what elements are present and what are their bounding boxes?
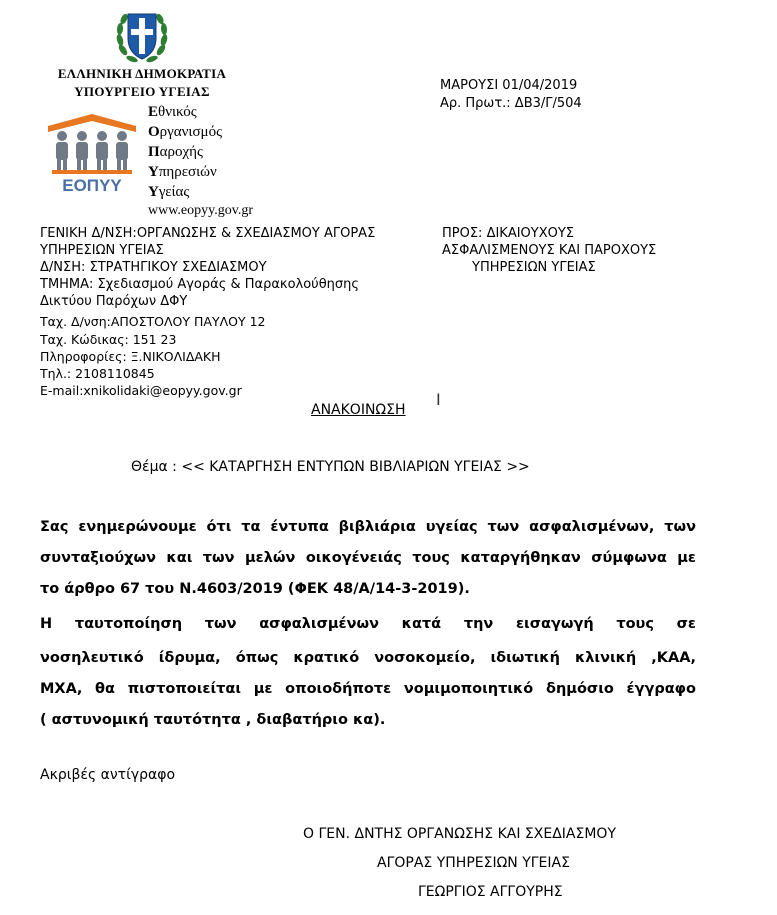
body-line: ( αστυνομική ταυτότητα , διαβατήριο κα). [40, 712, 386, 728]
body-line: ΜΧΑ, θα πιστοποιείται με οποιοδήποτε νομιμοποιητικό δημόσιο έγγραφο [40, 681, 696, 697]
contact-postcode: Ταχ. Κώδικας: 151 23 [40, 332, 177, 347]
body-line: νοσηλευτικό ίδρυμα, όπως κρατικό νοσοκομείο, ιδιωτική κλινική ,ΚΑΑ, [40, 650, 696, 666]
website-link[interactable]: www.eopyy.gov.gr [148, 203, 253, 218]
sender-line: ΓΕΝΙΚΗ Δ/ΝΣΗ:ΟΡΓΑΝΩΣΗΣ & ΣΧΕΔΙΑΣΜΟΥ ΑΓΟΡΑΣ [40, 226, 376, 241]
signature-dept: ΑΓΟΡΑΣ ΥΠΗΡΕΣΙΩΝ ΥΓΕΙΑΣ [377, 855, 570, 871]
recipient-line: ΠΡΟΣ: ΔΙΚΑΙΟΥΧΟΥΣ [442, 226, 575, 241]
body-line: το άρθρο 67 του Ν.4603/2019 (ΦΕΚ 48/Α/14-3-2019). [40, 581, 470, 597]
ministry-title: ΥΠΟΥΡΓΕΙΟ ΥΓΕΙΑΣ [74, 84, 210, 99]
recipient-line: ΥΠΗΡΕΣΙΩΝ ΥΓΕΙΑΣ [472, 260, 596, 275]
sender-line: Δ/ΝΣΗ: ΣΤΡΑΤΗΓΙΚΟΥ ΣΧΕΔΙΑΣΜΟΥ [40, 260, 267, 275]
logo-text: ΕΟΠΥΥ [62, 176, 122, 194]
org-line: Υπηρεσιών [148, 164, 217, 180]
signature-title: Ο ΓΕΝ. ΔΝΤΗΣ ΟΡΓΑΝΩΣΗΣ ΚΑΙ ΣΧΕΔΙΑΣΜΟΥ [303, 826, 616, 842]
contact-address: Ταχ. Δ/νση:ΑΠΟΣΤΟΛΟΥ ΠΑΥΛΟΥ 12 [40, 314, 266, 329]
protocol-number: Αρ. Πρωτ.: ΔΒ3/Γ/504 [440, 96, 582, 111]
sender-line: ΤΜΗΜΑ: Σχεδιασμού Αγοράς & Παρακολούθησης [40, 277, 359, 292]
subject-line: Θέμα : << ΚΑΤΑΡΓΗΣΗ ΕΝΤΥΠΩΝ ΒΙΒΛΙΑΡΙΩΝ ΥΓΕΙΑΣ >> [131, 459, 530, 475]
contact-email[interactable]: E-mail:xnikolidaki@eopyy.gov.gr [40, 383, 242, 398]
sender-line: ΥΠΗΡΕΣΙΩΝ ΥΓΕΙΑΣ [40, 243, 164, 258]
body-line: Η ταυτοποίηση των ασφαλισμένων κατά την εισαγωγή τους σε [40, 616, 696, 632]
people-roof-icon [46, 112, 138, 194]
contact-info: Πληροφορίες: Ξ.ΝΙΚΟΛΙΔΑΚΗ [40, 349, 221, 364]
org-line: Εθνικός [148, 104, 197, 120]
body-line: Σας ενημερώνουμε ότι τα έντυπα βιβλιάρια υγείας των ασφαλισμένων, των [40, 519, 696, 535]
eopyy-logo [46, 112, 138, 194]
announcement-title: ΑΝΑΚΟΙΝΩΣΗ [311, 402, 406, 418]
text-cursor-icon: I [436, 390, 441, 409]
org-line: Παροχής [148, 144, 203, 160]
org-line: Οργανισμός [148, 124, 223, 140]
signature-name: ΓΕΩΡΓΙΟΣ ΑΓΓΟΥΡΗΣ [418, 884, 563, 900]
contact-phone: Τηλ.: 2108110845 [40, 366, 155, 381]
greek-emblem-icon [116, 6, 168, 66]
place-date: ΜΑΡΟΥΣΙ 01/04/2019 [440, 78, 578, 93]
certified-copy: Ακριβές αντίγραφο [40, 767, 176, 783]
recipient-line: ΑΣΦΑΛΙΣΜΕΝΟΥΣ ΚΑΙ ΠΑΡΟΧΟΥΣ [442, 243, 657, 258]
republic-title: ΕΛΛΗΝΙΚΗ ΔΗΜΟΚΡΑΤΙΑ [57, 66, 227, 81]
org-line: Υγείας [148, 184, 190, 200]
sender-line: Δικτύου Παρόχων ΔΦΥ [40, 294, 188, 309]
body-line: συνταξιούχων και των μελών οικογένειάς τους καταργήθηκαν σύμφωνα με [40, 550, 696, 566]
